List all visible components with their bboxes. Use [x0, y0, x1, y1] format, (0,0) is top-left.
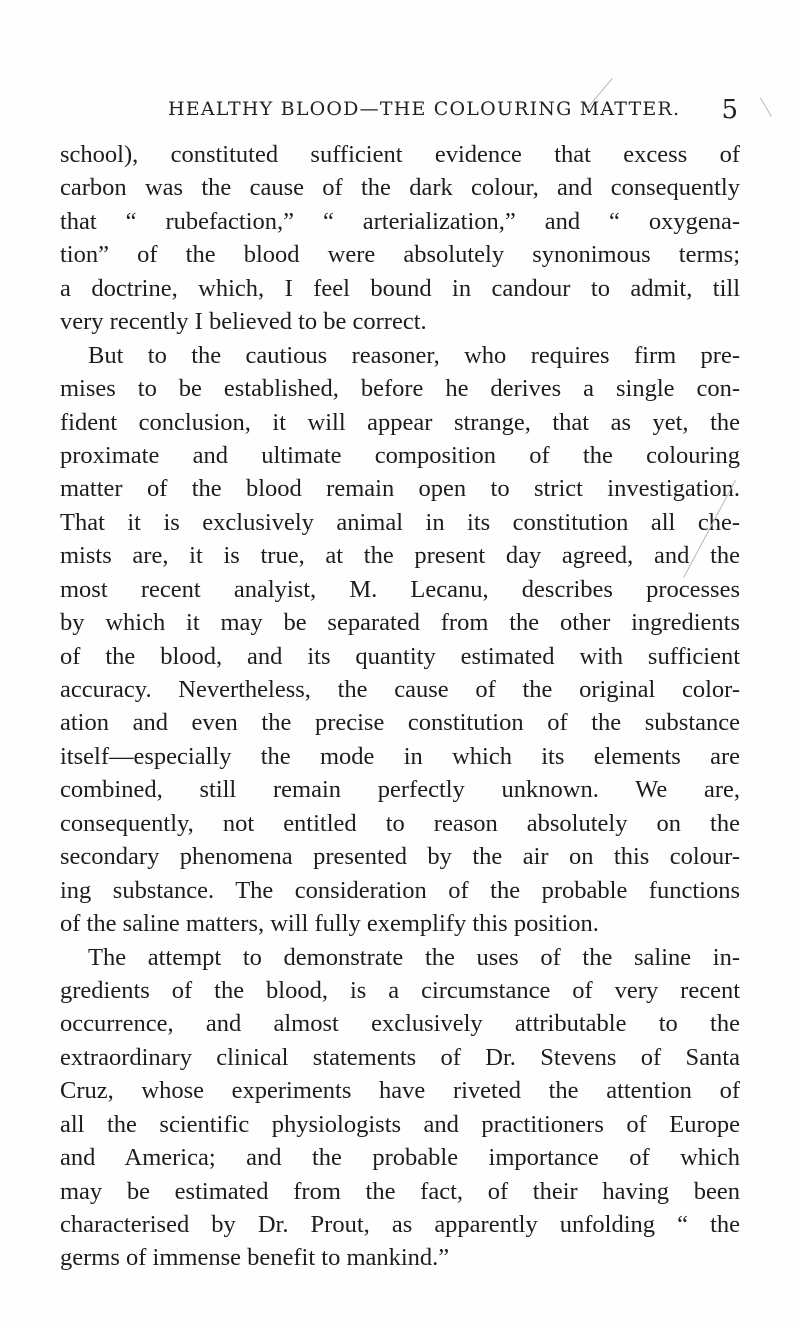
text-line: mises to be established, before he derives a single con-: [60, 375, 740, 403]
text-line: mists are, it is true, at the present day agreed, and the: [60, 542, 740, 570]
text-line: accuracy. Nevertheless, the cause of the original color-: [60, 676, 740, 703]
text-line: secondary phenomena presented by the air on this colour-: [60, 843, 740, 871]
text-line: The attempt to demonstrate the uses of the saline in-: [88, 943, 740, 971]
text-line: matter of the blood remain open to strict investigation.: [60, 475, 740, 503]
text-line: occurrence, and almost exclusively attributable to the: [60, 1010, 740, 1038]
text-line: all the scientific physiologists and practitioners of Europe: [60, 1110, 740, 1138]
text-line: germs of immense benefit to mankind.”: [60, 1244, 450, 1272]
text-line: most recent analyist, M. Lecanu, describes processes: [60, 575, 740, 603]
text-line: and America; and the probable importance of which: [60, 1144, 740, 1172]
body-text: [60, 138, 740, 1275]
text-line: of the blood, and its quantity estimated with sufficient: [60, 642, 740, 670]
running-head-title: HEALTHY BLOOD—THE COLOURING MATTER.: [168, 98, 681, 120]
text-line: proximate and ultimate composition of the colouring: [60, 441, 740, 469]
page-number: 5: [721, 95, 738, 125]
text-line: combined, still remain perfectly unknown. We are,: [60, 776, 740, 804]
text-line: ation and even the precise constitution of the substance: [60, 709, 740, 737]
paper-crease-mark: [760, 98, 772, 118]
text-line: carbon was the cause of the dark colour, and consequently: [60, 174, 740, 202]
text-line: a doctrine, which, I feel bound in candour to admit, till: [60, 274, 740, 302]
text-line: may be estimated from the fact, of their having been: [60, 1177, 740, 1205]
text-line: That it is exclusively animal in its constitution all che-: [60, 508, 740, 536]
text-line: of the saline matters, will fully exemplify this position.: [60, 910, 599, 938]
text-line: by which it may be separated from the other ingredients: [60, 609, 740, 637]
text-line: that “ rubefaction,” “ arterialization,” and “ oxygena-: [60, 207, 740, 235]
text-line: gredients of the blood, is a circumstance of very recent: [60, 976, 740, 1004]
text-line: characterised by Dr. Prout, as apparently unfolding “ the: [60, 1211, 740, 1238]
text-line: very recently I believed to be correct.: [60, 308, 427, 336]
text-line: itself—especially the mode in which its elements are: [60, 742, 740, 770]
text-line: extraordinary clinical statements of Dr. Stevens of Santa: [60, 1043, 740, 1071]
text-line: consequently, not entitled to reason absolutely on the: [60, 809, 740, 837]
text-line: ing substance. The consideration of the probable functions: [60, 876, 740, 904]
text-line: But to the cautious reasoner, who requires firm pre-: [88, 341, 740, 369]
text-line: school), constituted sufficient evidence that excess of: [60, 141, 740, 168]
text-line: Cruz, whose experiments have riveted the attention of: [60, 1077, 740, 1105]
text-line: tion” of the blood were absolutely synonimous terms;: [60, 241, 740, 269]
text-line: fident conclusion, it will appear strange, that as yet, the: [60, 408, 740, 436]
running-head: [168, 95, 738, 128]
